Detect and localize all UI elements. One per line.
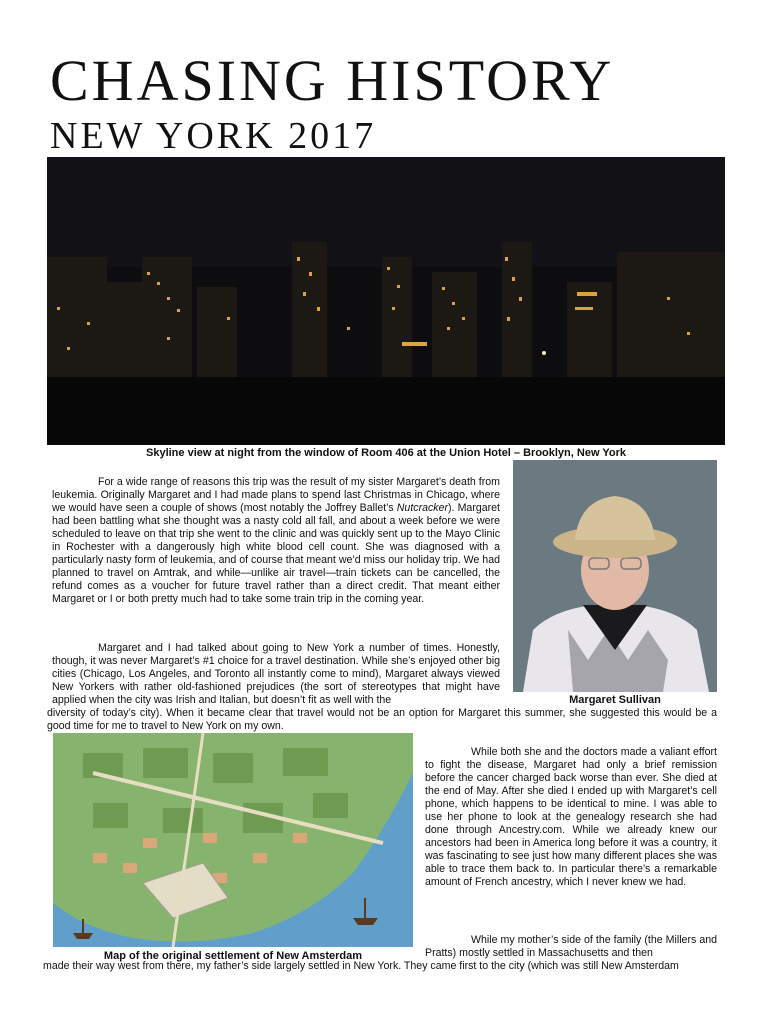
skyline-caption: Skyline view at night from the window of Room 406 at the Union Hotel – Brooklyn, New York — [146, 447, 626, 459]
paragraph-1 — [52, 476, 500, 606]
paragraph-4-continued: made their way west from there, my father’s side largely settled in New York. They came first to the city (which was still New Amsterdam — [43, 960, 679, 972]
paragraph-2: Margaret and I had talked about going to New York a number of times. Honestly, though, it was never Margaret’s #1 choice for a travel destination. While she’s enjoyed other big cities (Chicago, Los Angeles, and Toronto all instantly come to mind), Margaret always viewed New Yorkers with rather old-fashioned prejudices (the sort of stereotypes that might have applied when the city was Irish and Italian, but doesn’t fit as well with the — [52, 642, 500, 706]
map-caption: Map of the original settlement of New Amsterdam — [103, 950, 363, 962]
nutcracker-title: Nutcracker — [396, 502, 448, 514]
paragraph-1-text-b: ). Margaret had been battling what she thought was a nasty cold all fall, and about a week before we were scheduled to leave on that trip she went to the clinic and was quickly sent up to the Mayo Clinic in Rochester with a dangerously high white blood cell count. She was diagnosed with a particularly nasty form of leukemia, and of course that meant we’d miss our holiday trip. We had planned to travel on Amtrak, and while—unlike air travel—train tickets can be cancelled, the refund comes as a voucher for future travel rather than a direct credit. That meant either Margaret or I or both pretty much had to take some train trip in the coming year. — [52, 502, 500, 605]
page-title: CHASING HISTORY — [50, 48, 615, 113]
paragraph-2-continued: diversity of today’s city). When it became clear that travel would not be an option for Margaret this summer, she suggested this would be a good time for me to travel to New York on my own. — [47, 707, 717, 732]
portrait-photo — [513, 460, 717, 692]
paragraph-1-text-a: For a wide range of reasons this trip was the result of my sister Margaret’s death from leukemia. Originally Margaret and I had made plans to spend last Christmas in Chicago, where we would have seen a couple of shows (most notably the Joffrey Ballet’s — [52, 476, 500, 514]
paragraph-3: While both she and the doctors made a valiant effort to fight the disease, Margaret had only a brief remission before the cancer charged back worse than ever. She died at the end of May. After she died I ended up with Margaret’s cell phone, which happens to be identical to mine. I was able to use her phone to look at the genealogy research she had done through Ancestry.com. While we already knew our ancestors had been in America long before it was a country, it was fascinating to see just how many different places she was able to trace them back to. In particular there’s a remarkable amount of French ancestry, which I never knew we had. — [425, 746, 717, 888]
page-subtitle: NEW YORK 2017 — [50, 115, 377, 157]
paragraph-4: While my mother’s side of the family (the Millers and Pratts) mostly settled in Massachusetts and then — [425, 934, 717, 959]
new-amsterdam-map — [53, 733, 413, 947]
skyline-photo — [47, 157, 725, 445]
portrait-caption: Margaret Sullivan — [569, 694, 661, 706]
